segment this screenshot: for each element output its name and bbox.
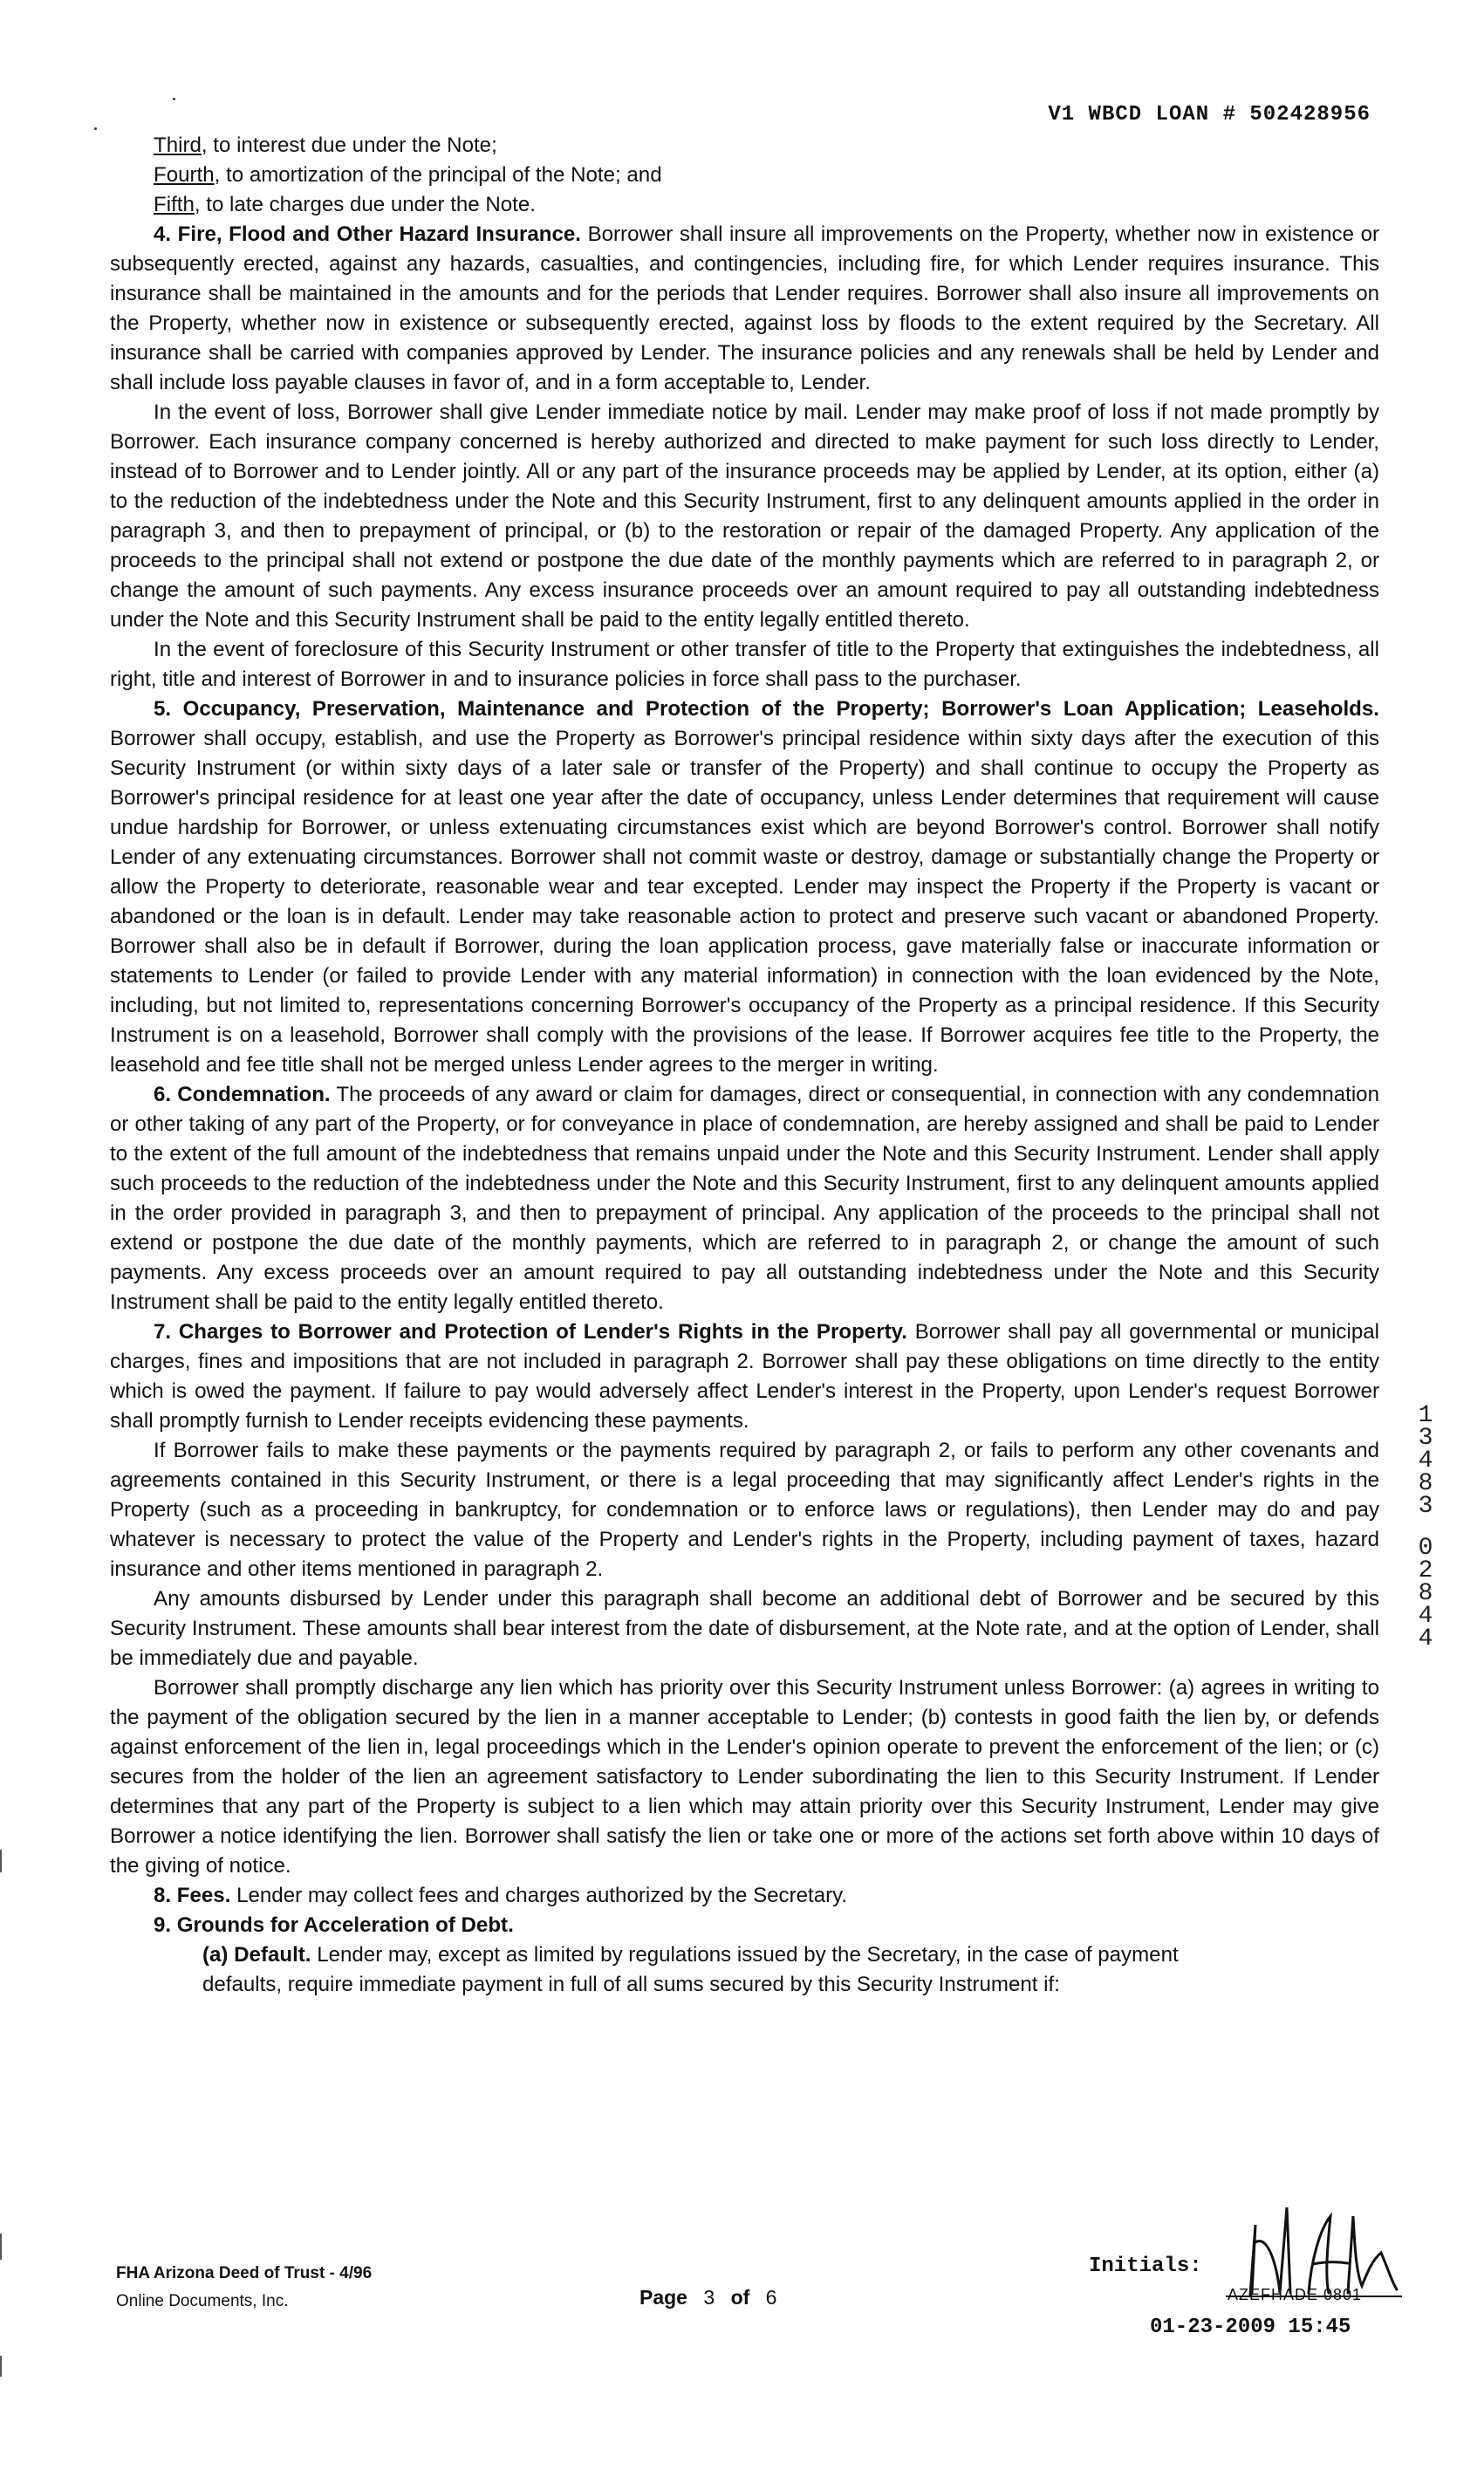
margin-digit: 0 bbox=[1418, 1535, 1433, 1562]
page-indicator bbox=[639, 2286, 787, 2309]
section-9a-continuation: defaults, require immediate payment in full of all sums secured by this Security Instrument if: bbox=[202, 1973, 1060, 1996]
section-6-paragraph bbox=[110, 1080, 1379, 1317]
section-7-lien-paragraph: Borrower shall promptly discharge any lien which has priority over this Security Instrument unless Borrower: (a) agrees in writing to the payment of the obligation secured by the lien in a manner acceptable to Lender; (b) contests in good faith the lien by, or defends against enforcement of the lien in, legal proceedings which in the Lender's opinion operate to prevent the enforcement of the lien; or (c) secures from the holder of the lien an agreement satisfactory to Lender subordinating the lien to this Security Instrument. If Lender determines that any part of the Property is subject to a lien which may attain priority over this Security Instrument, Lender may give Borrower a notice identifying the lien. Borrower shall satisfy the lien or take one or more of the actions set forth above within 10 days of the giving of notice. bbox=[110, 1676, 1379, 1878]
margin-digit: 4 bbox=[1418, 1603, 1433, 1630]
section-8-paragraph bbox=[110, 1881, 1379, 1911]
section-9a-text: Lender may, except as limited by regulations issued by the Secretary, in the case of payment bbox=[311, 1943, 1179, 1967]
section-9-paragraph bbox=[110, 1911, 1379, 1940]
margin-digit: 3 bbox=[1418, 1493, 1433, 1520]
section-7-failure-paragraph: If Borrower fails to make these payments or the payments required by paragraph 2, or fails to perform any other covenants and agreements contained in this Security Instrument, or there is a legal proceeding that may significantly affect Lender's rights in the Property (such as a proceeding in bankruptcy, for condemnation or to enforce laws or regulations), then Lender may do and pay whatever is necessary to protect the value of the Property and Lender's rights in the Property, including payment of taxes, hazard insurance and other items mentioned in paragraph 2. bbox=[110, 1439, 1379, 1581]
margin-digit: 4 bbox=[1418, 1625, 1433, 1652]
margin-digit: 4 bbox=[1418, 1447, 1433, 1475]
section-8-heading: 8. Fees. bbox=[154, 1884, 231, 1907]
publisher-name: Online Documents, Inc. bbox=[116, 2292, 289, 2310]
margin-digit: 3 bbox=[1418, 1425, 1433, 1452]
scan-speck bbox=[94, 127, 97, 130]
section-4-foreclosure-paragraph: In the event of foreclosure of this Security Instrument or other transfer of title to the Property that extinguishes the indebtedness, all right, title and interest of Borrower in and to insurance policies in force shall pass to the purchaser. bbox=[110, 638, 1379, 691]
ordinal: Fourth bbox=[154, 163, 215, 187]
form-code: AZEFHADE 0801 bbox=[1228, 2286, 1363, 2303]
section-5-text: Borrower shall occupy, establish, and use the Property as Borrower's principal residence within sixty days after the execution of this Security Instrument (or within sixty days of a later sale or transfer of the Property) and shall continue to occupy the Property as Borrower's principal residence for at least one year after the date of occupancy, unless Lender determines that requirement will cause undue hardship for Borrower, or unless extenuating circumstances exist which are beyond Borrower's control. Borrower shall notify Lender of any extenuating circumstances. Borrower shall not commit waste or destroy, damage or substantially change the Property or allow the Property to deteriorate, reasonable wear and tear excepted. Lender may inspect the Property if the Property is vacant or abandoned or the loan is in default. Lender may take reasonable action to protect and preserve such vacant or abandoned Property. Borrower shall also be in default if Borrower, during the loan application process, gave materially false or inaccurate information or statements to Lender (or failed to provide Lender with any material information) in connection with the loan evidenced by the Note, including, but not limited to, representations concerning Borrower's occupancy of the Property as a principal residence. If this Security Instrument is on a leasehold, Borrower shall comply with the provisions of the lease. If Borrower acquires fee title to the Property, the leasehold and fee title shall not be merged unless Lender agrees to the merger in writing. bbox=[110, 727, 1379, 1077]
scan-edge-mark bbox=[0, 2356, 2, 2377]
page-number: 3 bbox=[703, 2286, 715, 2309]
ordinal-text: , to amortization of the principal of the Note; and bbox=[214, 163, 662, 187]
section-4-heading: 4. Fire, Flood and Other Hazard Insurance. bbox=[154, 222, 581, 246]
section-7-disbursement-paragraph: Any amounts disbursed by Lender under this paragraph shall become an additional debt of Borrower and be secured by this Security Instrument. These amounts shall bear interest from the date of disbursement, at the Note rate, and at the option of Lender, shall be immediately due and payable. bbox=[110, 1587, 1379, 1670]
section-7-text: Borrower shall pay all governmental or municipal charges, fines and impositions that are not included in paragraph 2. Borrower shall pay these obligations on time directly to the entity which is owed the payment. If failure to pay would adversely affect Lender's interest in the Property, upon Lender's request Borrower shall promptly furnish to Lender receipts evidencing these payments. bbox=[110, 1320, 1379, 1433]
margin-digit: 2 bbox=[1418, 1557, 1433, 1584]
section-9a-heading: (a) Default. bbox=[202, 1943, 311, 1967]
scan-edge-mark bbox=[0, 2234, 2, 2260]
section-4-paragraph bbox=[110, 220, 1379, 398]
page-total: 6 bbox=[765, 2286, 777, 2309]
margin-record-number-top bbox=[1415, 1402, 1436, 1520]
ordinal-text: , to late charges due under the Note. bbox=[194, 193, 536, 216]
margin-digit: 8 bbox=[1418, 1470, 1433, 1497]
section-4-loss-paragraph: In the event of loss, Borrower shall give Lender immediate notice by mail. Lender may make proof of loss if not made promptly by Borrower. Each insurance company concerned is hereby authorized and directed to make payment for such loss directly to Lender, instead of to Borrower and to Lender jointly. All or any part of the insurance proceeds may be applied by Lender, at its option, either (a) to the reduction of the indebtedness under the Note and this Security Instrument, first to any delinquent amounts applied in the order in paragraph 3, and then to prepayment of principal, or (b) to the restoration or repair of the damaged Property. Any application of the proceeds to the principal shall not extend or postpone the due date of the monthly payments which are referred to in paragraph 2, or change the amount of such payments. Any excess insurance proceeds over an amount required to pay all outstanding indebtedness under the Note and this Security Instrument shall be paid to the entity legally entitled thereto. bbox=[110, 400, 1379, 632]
section-7-paragraph bbox=[110, 1317, 1379, 1436]
payment-order-fifth bbox=[110, 190, 1379, 220]
document-body bbox=[110, 131, 1379, 2000]
margin-digit: 1 bbox=[1418, 1402, 1433, 1429]
scan-edge-mark bbox=[0, 1850, 2, 1872]
section-7-heading: 7. Charges to Borrower and Protection of Lender's Rights in the Property. bbox=[154, 1320, 907, 1344]
section-4-text: Borrower shall insure all improvements on the Property, whether now in existence or subsequently erected, against any hazards, casualties, and contingencies, including fire, for which Lender requires insurance. This insurance shall be maintained in the amounts and for the periods that Lender requires. Borrower shall also insure all improvements on the Property, whether now in existence or subsequently erected, against loss by floods to the extent required by the Secretary. All insurance shall be carried with companies approved by Lender. The insurance policies and any renewals shall be held by Lender and shall include loss payable clauses in favor of, and in a form acceptable to, Lender. bbox=[110, 222, 1379, 394]
ordinal: Third bbox=[154, 133, 202, 157]
of-label: of bbox=[730, 2286, 750, 2309]
section-6-text: The proceeds of any award or claim for damages, direct or consequential, in connection with any condemnation or other taking of any part of the Property, or for conveyance in place of condemnation, are hereby assigned and shall be paid to Lender to the extent of the full amount of the indebtedness that remains unpaid under the Note and this Security Instrument. Lender shall apply such proceeds to the reduction of the indebtedness under the Note and this Security Instrument, first to any delinquent amounts applied in the order provided in paragraph 3, and then to prepayment of principal. Any application of the proceeds to the principal shall not extend or postpone the due date of the monthly payments, which are referred to in paragraph 2, or change the amount of such payments. Any excess proceeds over an amount required to pay all outstanding indebtedness under the Note and this Security Instrument shall be paid to the entity legally entitled thereto. bbox=[110, 1083, 1379, 1314]
initials-label: Initials: bbox=[1089, 2255, 1202, 2278]
ordinal-text: , to interest due under the Note; bbox=[201, 133, 497, 157]
section-9-heading: 9. Grounds for Acceleration of Debt. bbox=[154, 1913, 514, 1937]
margin-record-number-bottom bbox=[1415, 1537, 1436, 1651]
loan-reference: V1 WBCD LOAN # 502428956 bbox=[1048, 103, 1371, 127]
page-label: Page bbox=[639, 2286, 687, 2309]
payment-order-fourth bbox=[110, 161, 1379, 190]
section-8-text: Lender may collect fees and charges authorized by the Secretary. bbox=[230, 1884, 848, 1907]
margin-digit: 8 bbox=[1418, 1580, 1433, 1607]
section-5-paragraph bbox=[110, 695, 1379, 1080]
scan-speck bbox=[173, 98, 175, 100]
ordinal: Fifth bbox=[154, 193, 195, 216]
form-name: FHA Arizona Deed of Trust - 4/96 bbox=[116, 2264, 373, 2282]
section-9a-paragraph bbox=[110, 1940, 1379, 1970]
payment-order-third bbox=[110, 131, 1379, 161]
print-datetime: 01-23-2009 15:45 bbox=[1150, 2316, 1351, 2339]
footer-form-info bbox=[116, 2260, 372, 2316]
section-6-heading: 6. Condemnation. bbox=[154, 1083, 331, 1106]
section-5-heading: 5. Occupancy, Preservation, Maintenance and Protection of the Property; Borrower's Loan Application; Leaseholds. bbox=[154, 697, 1379, 721]
